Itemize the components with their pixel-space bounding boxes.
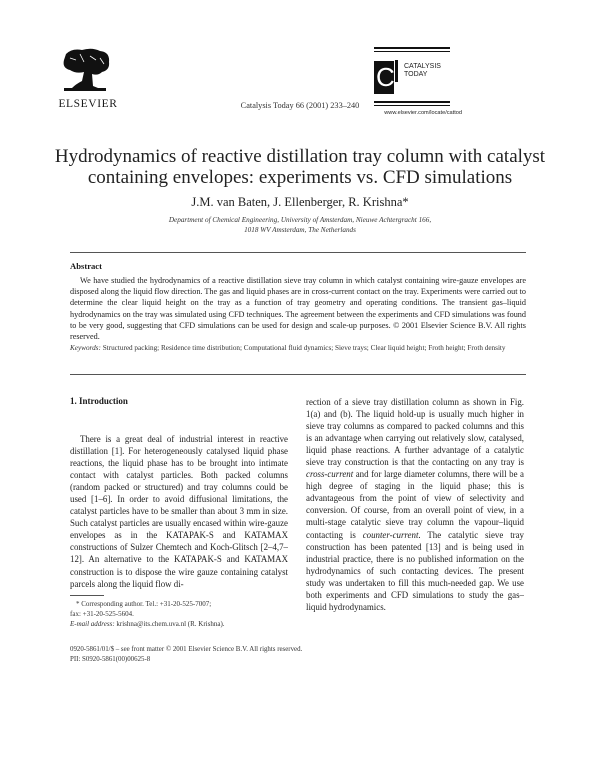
footnote-divider (70, 595, 104, 596)
paragraph: rection of a sieve tray distillation column as shown in Fig. 1(a) and (b). The liquid hold-up is usually much higher in sieve tray columns as compared to packed columns and this is an advantage when carrying out relatively slow, catalysed, liquid phase reactions. A further advantage of a catalytic sieve tray construction is that the contacting on any tray is cross-current and for large diameter columns, there will be a high degree of staging in the liquid phase; this is advantageous from the point of view of selectivity and conversion. Of course, from an overall point of view, in a multi-stage catalytic sieve tray column the vapour–liquid contacting is counter-current. The catalytic sieve tray construction has been patented [13] and is being used in industrial practice, there is no published information on the hydrodynamics of such contacting devices. The present study was undertaken to fill this much-needed gap. We use both experiments and CFD simulations to study the gas–liquid hydrodynamics. (306, 397, 524, 612)
section-heading: 1. Introduction (70, 396, 128, 406)
divider (374, 51, 450, 52)
divider (70, 374, 526, 375)
paragraph: There is a great deal of industrial interest in reactive distillation [1]. For heterogeneously catalysed liquid phase reactions, the liquid phase has to be brought into intimate contact with catalyst particles. Both packed columns (random packed or structured) and tray columns could be used [1–6]. In order to avoid diffusional limitations, the catalyst particles have to be smaller than about 3 mm in size. Such catalyst particles are usually encased within wire-gauze envelopes as in the KATAPAK-S and KATAMAX constructions of Sulzer Chemtech and Koch-Glitsch [2–4,7–12]. An alternative to the KATAPAK-S and KATAMAX construction is to dispose the wire gauze containing catalyst parcels along the liquid flow di- (70, 434, 288, 589)
elsevier-tree-logo-icon (62, 48, 112, 92)
divider (374, 101, 450, 103)
abstract-heading: Abstract (70, 261, 102, 271)
journal-title: CATALYSIS TODAY (404, 63, 441, 78)
keywords (70, 343, 526, 354)
journal-logo-box (374, 47, 450, 106)
keywords-list: Structured packing; Residence time distribution; Computational fluid dynamics; Sieve trays; Clear liquid height; Froth height; Froth density (102, 344, 506, 352)
right-column-text (306, 396, 524, 613)
journal-strip-icon (395, 60, 398, 82)
authors: J.M. van Baten, J. Ellenberger, R. Krishna* (191, 195, 409, 209)
footnote: * Corresponding author. Tel.: +31-20-525-7007; fax: +31-20-525-5604. E-mail address: krishna@its.chem.uva.nl (R. Krishna). (70, 600, 225, 628)
abstract-body: We have studied the hydrodynamics of a reactive distillation sieve tray column in which catalyst containing wire-gauze envelopes are disposed along the liquid flow direction. The gas and liquid phases are in cross-current contact on the tray. Experiments were carried out to determine the clear liquid height on the tray as a function of tray geometry and operating conditions. The transient gas–liquid hydrodynamics on the tray was simulated using CFD techniques. The agreement between the experiments and CFD simulations was found to be very good, suggesting that CFD simulations can be used for design and scale-up purposes. © 2001 Elsevier Science B.V. All rights reserved. (70, 276, 526, 342)
copyright-notice: 0920-5861/01/$ – see front matter © 2001 Elsevier Science B.V. All rights reserved. PII: S0920-5861(00)00625-8 (70, 646, 303, 663)
divider (374, 105, 450, 106)
journal-url-link[interactable]: www.elsevier.com/locate/cattod (384, 110, 462, 116)
article-title: Hydrodynamics of reactive distillation tray column with catalyst containing envelopes: experiments vs. CFD simulations (54, 146, 546, 188)
keywords-label: Keywords: (70, 344, 101, 352)
journal-reference: Catalysis Today 66 (2001) 233–240 (240, 101, 360, 110)
journal-c-logo-icon: C (376, 62, 395, 92)
email-link[interactable]: krishna@its.chem.uva.nl (R. Krishna). (114, 620, 225, 628)
left-column-text (70, 433, 288, 590)
divider (374, 47, 450, 49)
divider (70, 252, 526, 253)
affiliation: Department of Chemical Engineering, University of Amsterdam, Nieuwe Achtergracht 166, 1018 WV Amsterdam, The Netherlands (168, 216, 432, 234)
publisher-logo-text: ELSEVIER (58, 98, 118, 110)
